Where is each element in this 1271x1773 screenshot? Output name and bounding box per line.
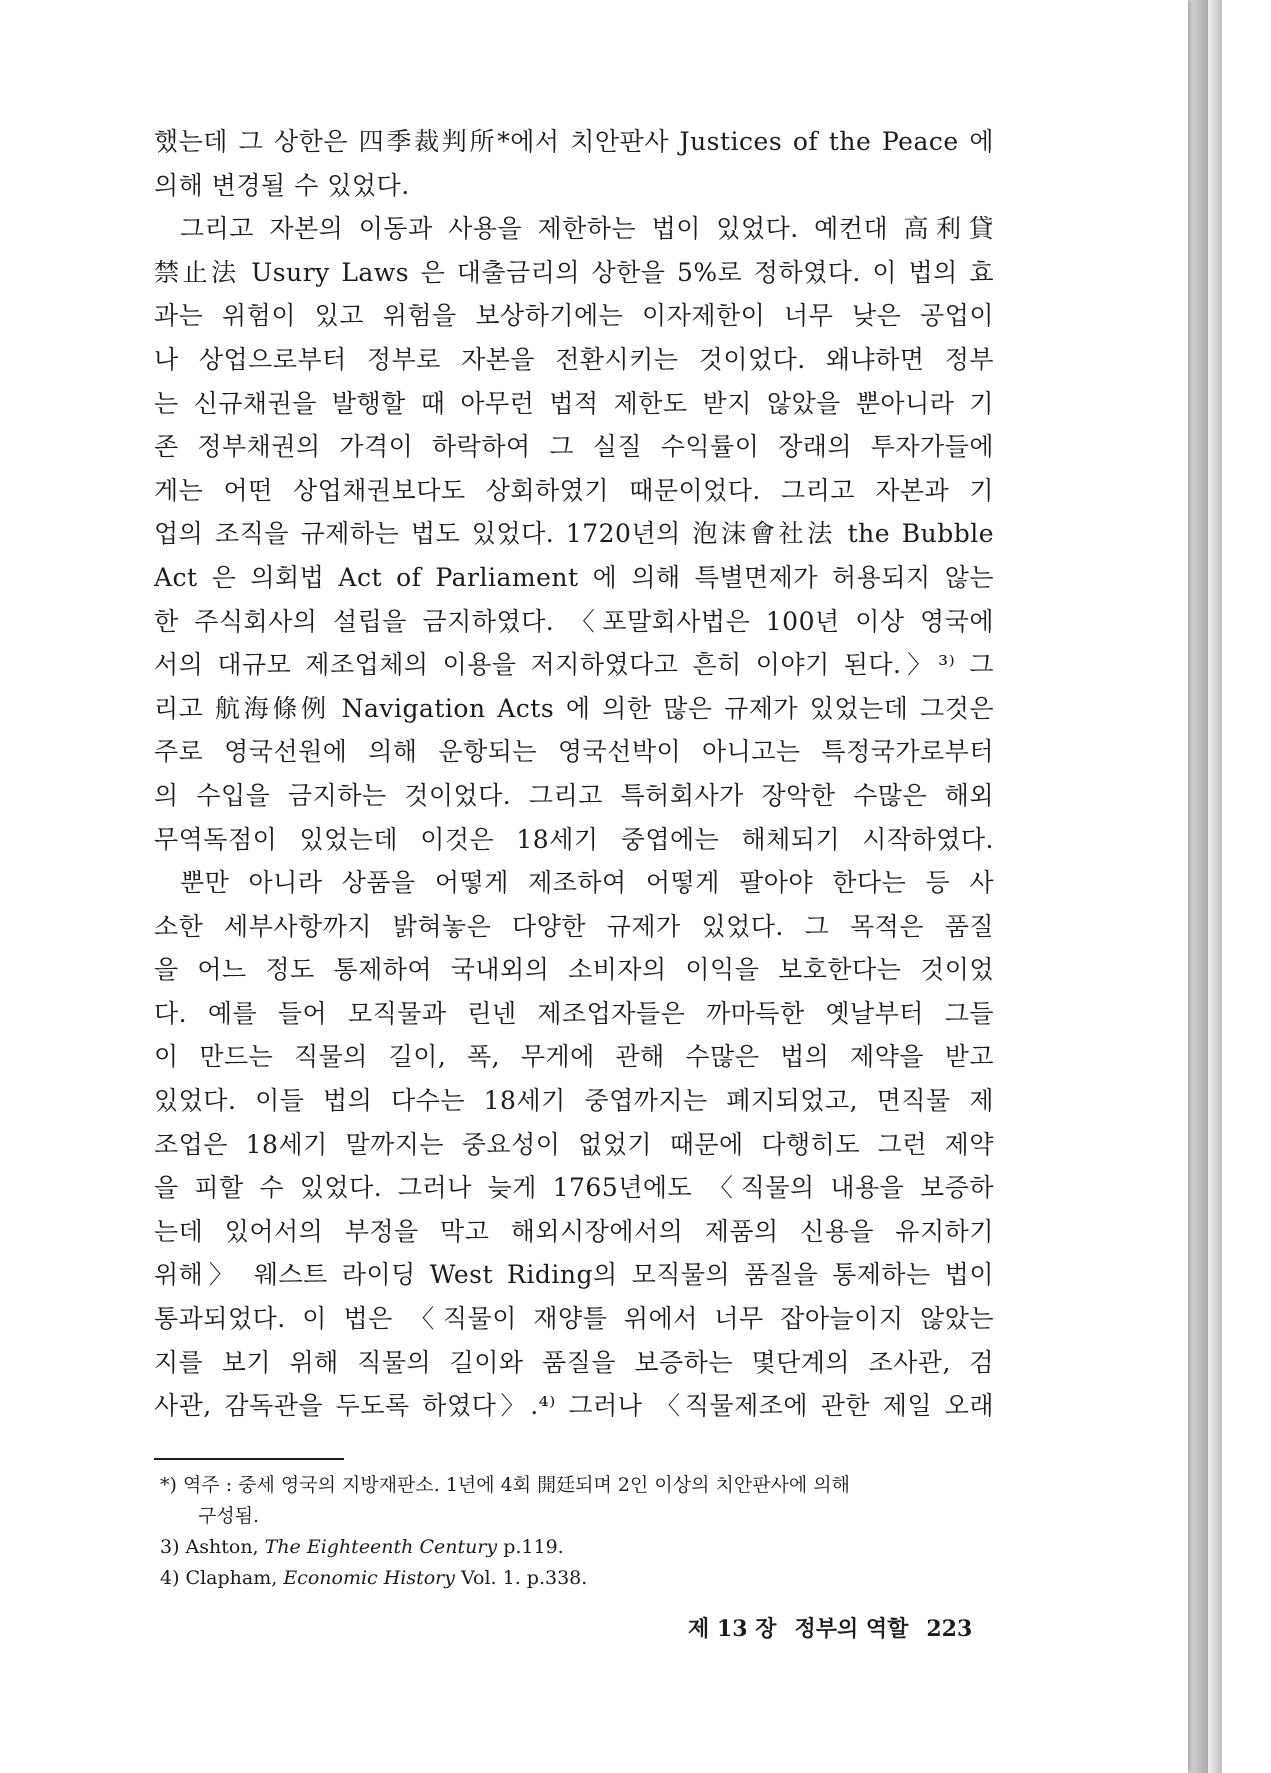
body-line: 무역독점이 있었는데 이것은 18세기 중엽에는 해체되기 시작하였다. <box>154 824 994 854</box>
body-line: 있었다. 이들 법의 다수는 18세기 중엽까지는 폐지되었고, 면직물 제 <box>154 1086 994 1116</box>
body-line: 주로 영국선원에 의해 운항되는 영국선박이 아니고는 특정국가로부터 <box>154 737 994 767</box>
body-line: 禁止法 Usury Laws 은 대출금리의 상한을 5%로 정하였다. 이 법의 효 <box>154 257 994 287</box>
body-line: 한 주식회사의 설립을 금지하였다. 〈포말회사법은 100년 이상 영국에 <box>154 606 994 636</box>
footnote-4-title: Economic History <box>283 1567 455 1589</box>
running-footer <box>688 1612 972 1643</box>
body-line: 소한 세부사항까지 밝혀놓은 다양한 규제가 있었다. 그 목적은 품질 <box>154 911 994 941</box>
footnote-4 <box>160 1563 994 1594</box>
body-line: 위해〉 웨스트 라이딩 West Riding의 모직물의 품질을 통제하는 법이 <box>154 1260 994 1290</box>
body-line: 다. 예를 들어 모직물과 린넨 제조업자들은 까마득한 옛날부터 그들 <box>154 998 994 1028</box>
body-line: 서의 대규모 제조업체의 이용을 저지하였다고 흔히 이야기 된다.〉³⁾ 그 <box>154 650 994 680</box>
body-line: 과는 위험이 있고 위험을 보상하기에는 이자제한이 너무 낮은 공업이 <box>154 301 994 331</box>
body-line: 게는 어떤 상업채권보다도 상회하였기 때문이었다. 그리고 자본과 기 <box>154 475 994 505</box>
footnote-separator <box>154 1458 344 1460</box>
body-line: Act 은 의회법 Act of Parliament 에 의해 특별면제가 허용되지 않는 <box>154 562 994 592</box>
page-number: 223 <box>926 1616 973 1642</box>
body-line: 이 만드는 직물의 길이, 폭, 무게에 관해 수많은 법의 제약을 받고 <box>154 1042 994 1072</box>
body-line: 의 수입을 금지하는 것이었다. 그리고 특허회사가 장악한 수많은 해외 <box>154 780 994 810</box>
chapter-title: 정부의 역할 <box>794 1616 909 1642</box>
body-line: 조업은 18세기 말까지는 중요성이 없었기 때문에 다행히도 그런 제약 <box>154 1129 994 1159</box>
footnote-3-page: p.119. <box>497 1536 564 1558</box>
body-line: 지를 보기 위해 직물의 길이와 품질을 보증하는 몇단계의 조사관, 검 <box>154 1347 994 1377</box>
footnote-3-title: The Eighteenth Century <box>264 1536 498 1558</box>
body-line: 통과되었다. 이 법은 〈직물이 재양틀 위에서 너무 잡아늘이지 않았는 <box>154 1304 994 1334</box>
body-line: 을 어느 정도 통제하여 국내외의 소비자의 이익을 보호한다는 것이었 <box>154 955 994 985</box>
body-line: 존 정부채권의 가격이 하락하여 그 실질 수익률이 장래의 투자가들에 <box>154 432 994 462</box>
body-line: 리고 航海條例 Navigation Acts 에 의한 많은 규제가 있었는데 그것은 <box>154 693 994 723</box>
body-line: 는 신규채권을 발행할 때 아무런 법적 제한도 받지 않았을 뿐아니라 기 <box>154 388 994 418</box>
footnote-translator: *) 역주 : 중세 영국의 지방재판소. 1년에 4회 開廷되며 2인 이상의 치안판사에 의해 <box>160 1474 851 1496</box>
footnote-4-author: 4) Clapham, <box>160 1567 284 1589</box>
body-line: 했는데 그 상한은 四季裁判所*에서 치안판사 Justices of the Peace 에 <box>154 127 994 156</box>
body-line: 을 피할 수 있었다. 그러나 늦게 1765년에도 〈직물의 내용을 보증하 <box>154 1173 994 1203</box>
page-stack-edge <box>1188 0 1208 1773</box>
body-line: 사관, 감독관을 두도록 하였다〉.⁴⁾ 그러나 〈직물제조에 관한 제일 오래 <box>154 1391 994 1421</box>
footnote-translator-cont: 구성됨. <box>198 1505 260 1527</box>
footnotes <box>160 1470 994 1594</box>
body-line: 의해 변경될 수 있었다. <box>154 170 410 200</box>
footnote-3-author: 3) Ashton, <box>160 1536 265 1558</box>
body-line: 업의 조직을 규제하는 법도 있었다. 1720년의 泡沫會社法 the Bubble <box>154 519 994 549</box>
body-text <box>154 120 994 1428</box>
body-line: 뿐만 아니라 상품을 어떻게 제조하여 어떻게 팔아야 한다는 등 사 <box>180 868 994 898</box>
footnote-4-page: Vol. 1. p.338. <box>455 1567 588 1589</box>
body-line: 나 상업으로부터 정부로 자본을 전환시키는 것이었다. 왜냐하면 정부 <box>154 344 994 374</box>
footnote-3 <box>160 1532 994 1563</box>
body-line: 는데 있어서의 부정을 막고 해외시장에서의 제품의 신용을 유지하기 <box>154 1216 994 1246</box>
background-margin <box>1222 0 1271 1773</box>
page-stack-edge-inner <box>1208 0 1222 1773</box>
chapter-label: 제 13 장 <box>688 1616 777 1642</box>
body-line: 그리고 자본의 이동과 사용을 제한하는 법이 있었다. 예컨대 高利貸 <box>180 214 994 244</box>
